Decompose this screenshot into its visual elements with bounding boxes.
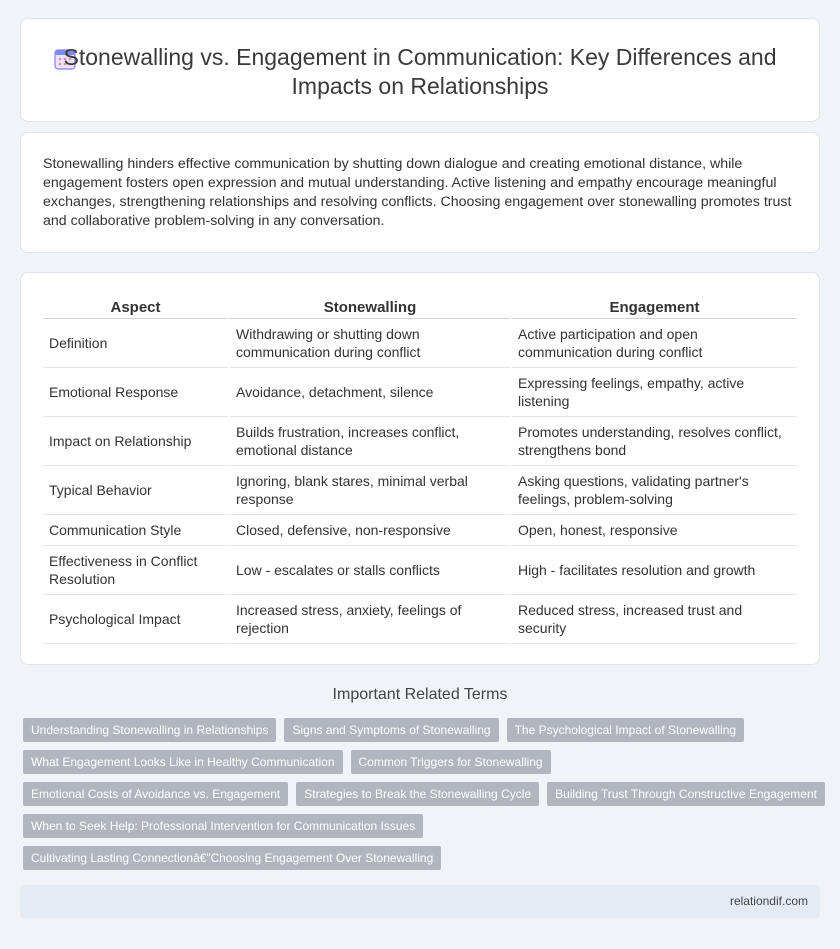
- engagement-cell: Open, honest, responsive: [512, 515, 797, 546]
- footer-site-link[interactable]: relationdif.com: [729, 894, 808, 908]
- stonewalling-cell: Ignoring, blank stares, minimal verbal response: [230, 466, 510, 515]
- related-term-tag[interactable]: Understanding Stonewalling in Relationships: [23, 718, 276, 742]
- related-term-tag[interactable]: Common Triggers for Stonewalling: [351, 750, 551, 774]
- related-term-tag[interactable]: Building Trust Through Constructive Engagement: [547, 782, 825, 806]
- table-row: [43, 466, 797, 515]
- stonewalling-cell: Low - escalates or stalls conflicts: [230, 546, 510, 595]
- engagement-cell: Active participation and open communication during conflict: [512, 319, 797, 368]
- column-header-stonewalling: Stonewalling: [230, 295, 510, 319]
- engagement-cell: Expressing feelings, empathy, active listening: [512, 368, 797, 417]
- engagement-cell: High - facilitates resolution and growth: [512, 546, 797, 595]
- summary-text: Stonewalling hinders effective communication by shutting down dialogue and creating emotional distance, while engagement fosters open expression and mutual understanding. Active listening and empathy encourage meaningful exchanges, strengthening relationships and resolving conflicts. Choosing engagement over stonewalling promotes trust and collaborative problem-solving in any conversation.: [43, 156, 792, 229]
- table-row: [43, 417, 797, 466]
- aspect-cell: Effectiveness in Conflict Resolution: [43, 546, 228, 595]
- related-term-tag[interactable]: The Psychological Impact of Stonewalling: [507, 718, 744, 742]
- aspect-cell: Psychological Impact: [43, 595, 228, 644]
- aspect-cell: Definition: [43, 319, 228, 368]
- column-header-aspect: Aspect: [43, 295, 228, 319]
- stonewalling-cell: Builds frustration, increases conflict, emotional distance: [230, 417, 510, 466]
- related-term-tag[interactable]: When to Seek Help: Professional Intervention for Communication Issues: [23, 814, 423, 838]
- related-term-tag[interactable]: Emotional Costs of Avoidance vs. Engagement: [23, 782, 288, 806]
- engagement-cell: Asking questions, validating partner's feelings, problem-solving: [512, 466, 797, 515]
- summary-card: [20, 132, 820, 253]
- related-terms-list: [23, 718, 823, 878]
- aspect-cell: Communication Style: [43, 515, 228, 546]
- page-title: Stonewalling vs. Engagement in Communication: Key Differences and Impacts on Relationships: [63, 44, 777, 99]
- comparison-table-card: [20, 272, 820, 665]
- related-term-tag[interactable]: Cultivating Lasting Connectionâ€”Choosing Engagement Over Stonewalling: [23, 846, 441, 870]
- table-row: [43, 515, 797, 546]
- table-header-row: [43, 295, 797, 319]
- aspect-cell: Emotional Response: [43, 368, 228, 417]
- aspect-cell: Impact on Relationship: [43, 417, 228, 466]
- related-terms-heading: Important Related Terms: [332, 686, 508, 703]
- engagement-cell: Promotes understanding, resolves conflict, strengthens bond: [512, 417, 797, 466]
- related-term-tag[interactable]: Strategies to Break the Stonewalling Cycle: [296, 782, 539, 806]
- aspect-cell: Typical Behavior: [43, 466, 228, 515]
- table-row: [43, 595, 797, 644]
- stonewalling-cell: Increased stress, anxiety, feelings of rejection: [230, 595, 510, 644]
- related-term-tag[interactable]: What Engagement Looks Like in Healthy Communication: [23, 750, 343, 774]
- header-card: [20, 18, 820, 122]
- engagement-cell: Reduced stress, increased trust and security: [512, 595, 797, 644]
- stonewalling-cell: Withdrawing or shutting down communication during conflict: [230, 319, 510, 368]
- table-row: [43, 368, 797, 417]
- comparison-table: [41, 295, 799, 644]
- stonewalling-cell: Closed, defensive, non-responsive: [230, 515, 510, 546]
- related-term-tag[interactable]: Signs and Symptoms of Stonewalling: [284, 718, 498, 742]
- table-row: [43, 319, 797, 368]
- table-row: [43, 546, 797, 595]
- stonewalling-cell: Avoidance, detachment, silence: [230, 368, 510, 417]
- column-header-engagement: Engagement: [512, 295, 797, 319]
- footer: [20, 885, 820, 918]
